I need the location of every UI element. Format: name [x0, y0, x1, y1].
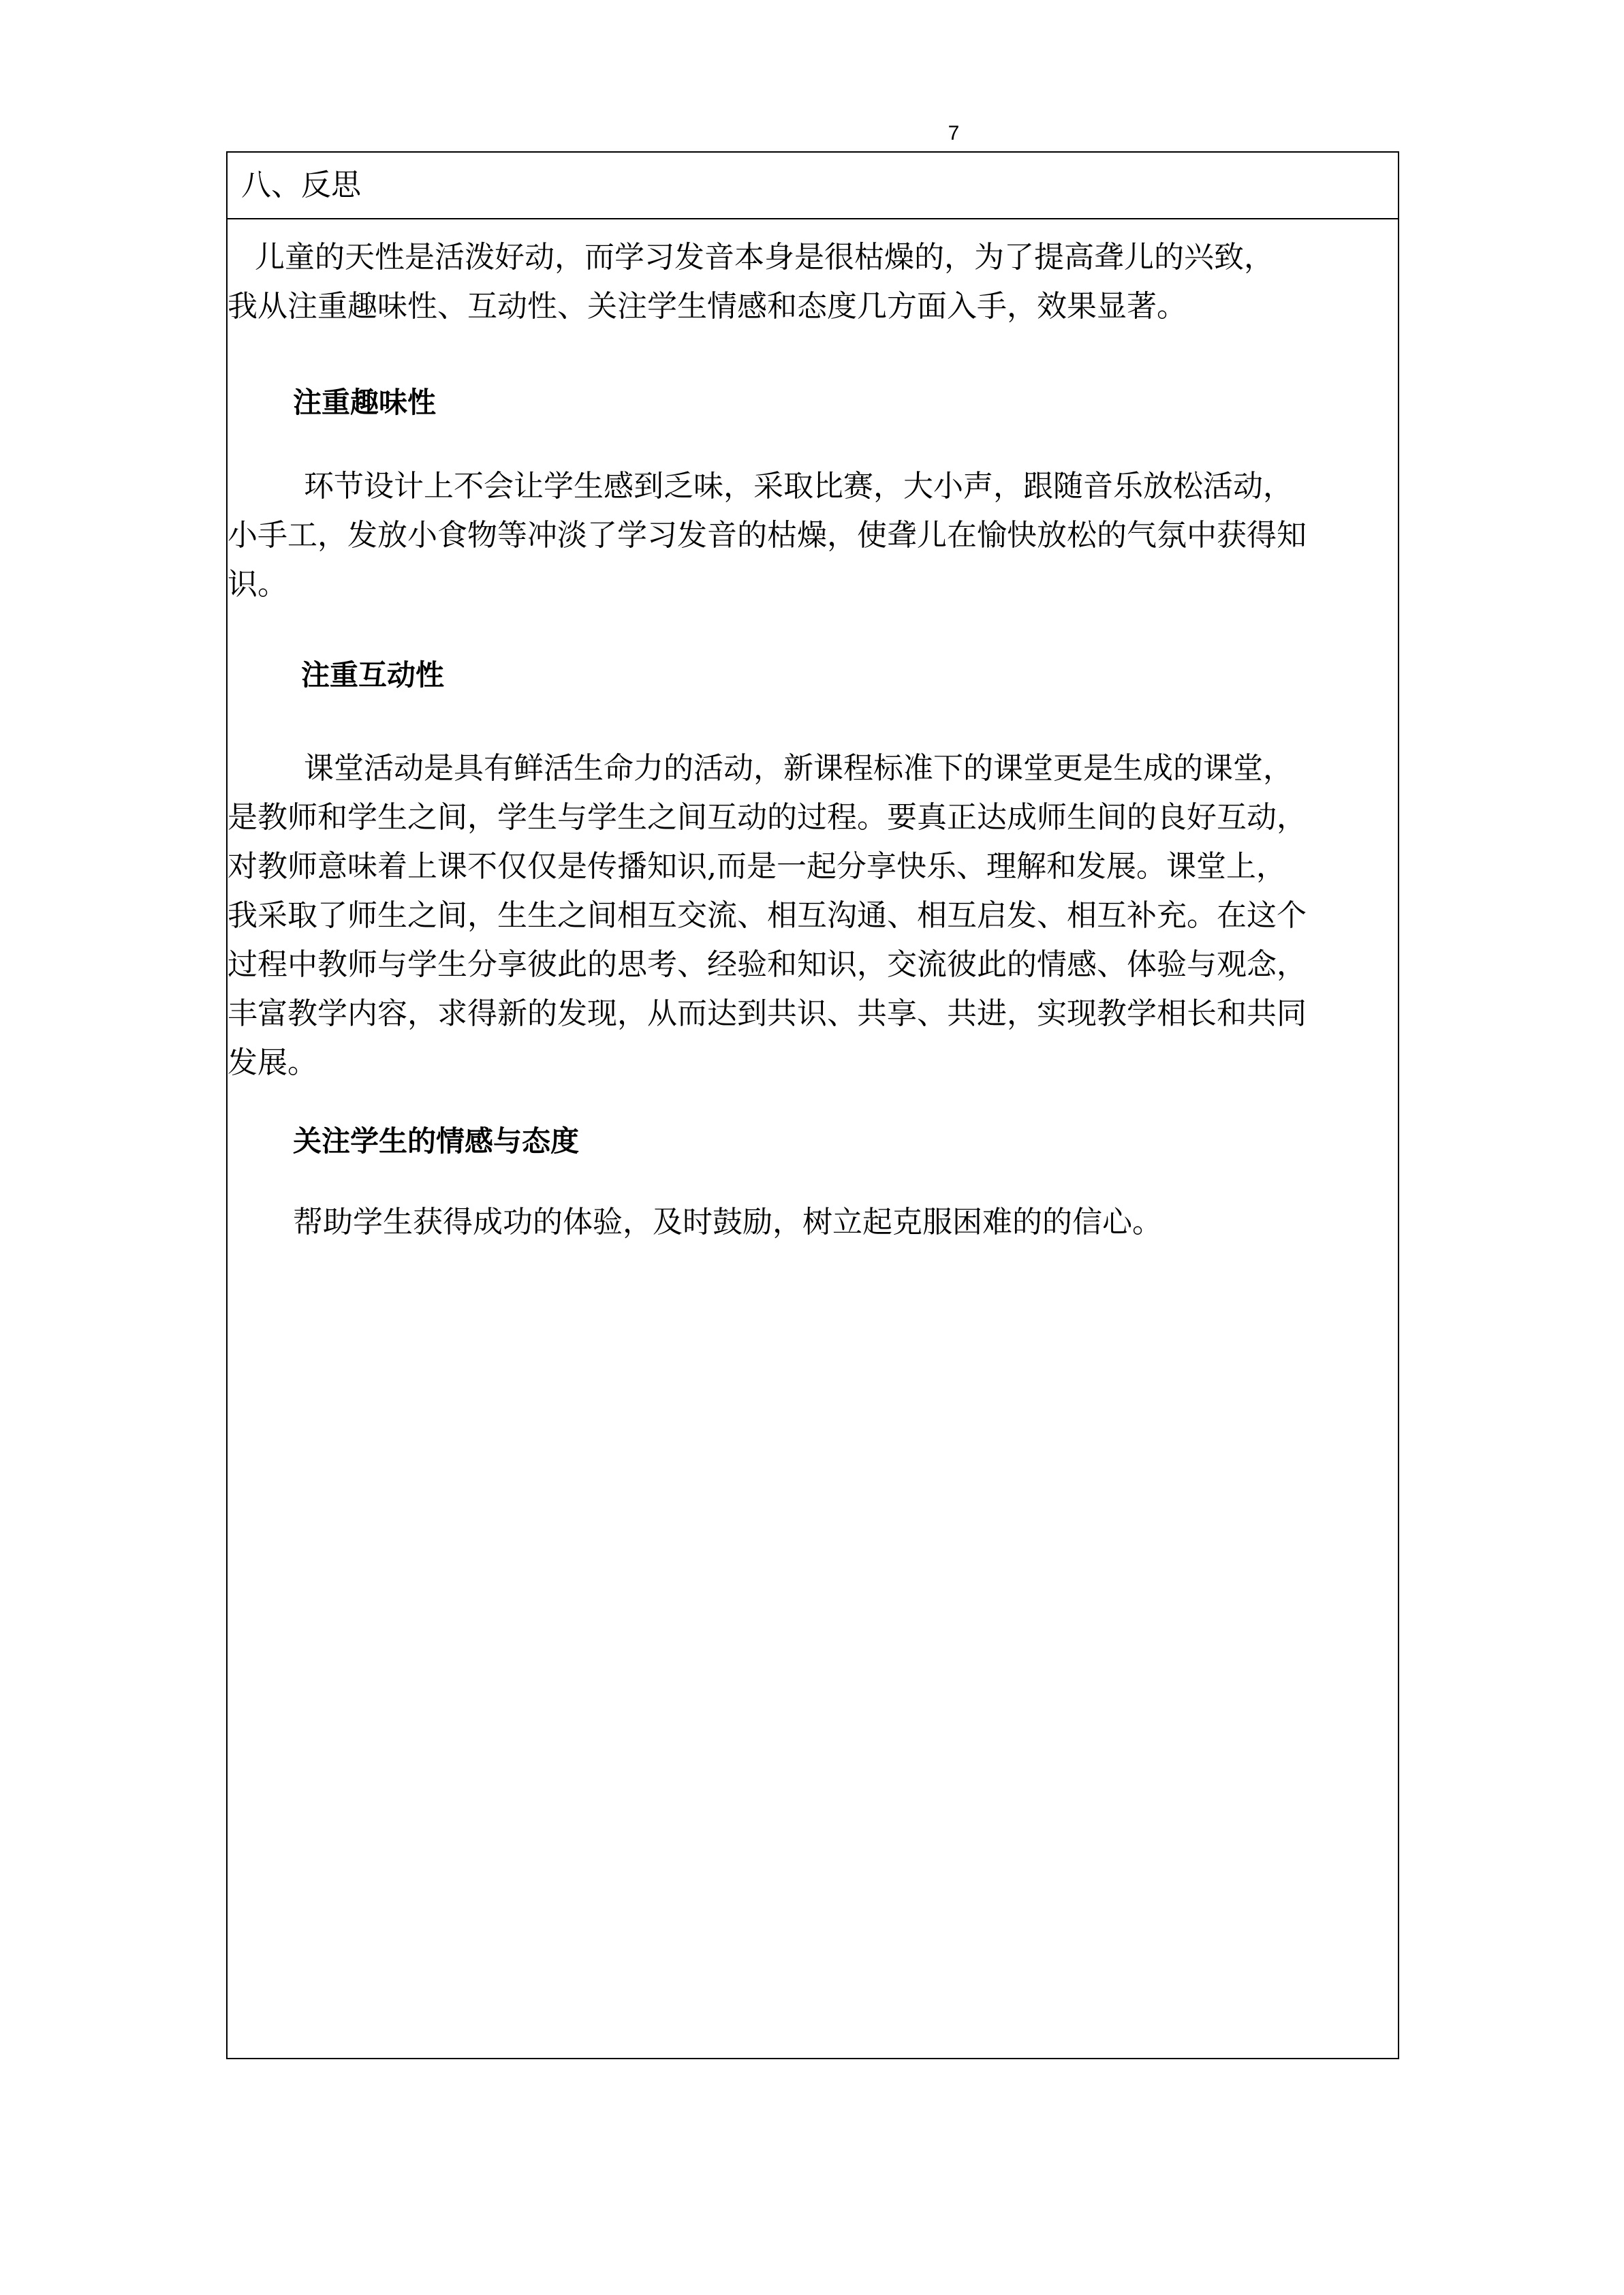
section-title: 八、反思	[228, 153, 1398, 219]
heading-fun: 注重趣味性	[293, 386, 437, 419]
paragraph-line: 小手工，发放小食物等冲淡了学习发音的枯燥，使聋儿在愉快放松的气氛中获得知	[228, 518, 1307, 553]
paragraph-line: 识。	[228, 567, 287, 602]
paragraph-line: 帮助学生获得成功的体验，及时鼓励，树立起克服困难的的信心。	[293, 1205, 1162, 1239]
page-number: 7	[948, 122, 960, 144]
paragraph-line: 我采取了师生之间，生生之间相互交流、相互沟通、相互启发、相互补充。在这个	[228, 898, 1307, 933]
heading-interaction: 注重互动性	[301, 658, 445, 692]
paragraph-line: 课堂活动是具有鲜活生命力的活动，新课程标准下的课堂更是生成的课堂，	[304, 751, 1293, 786]
paragraph-line: 是教师和学生之间，学生与学生之间互动的过程。要真正达成师生间的良好互动，	[228, 800, 1307, 835]
paragraph-line: 环节设计上不会让学生感到乏味，采取比赛，大小声，跟随音乐放松活动，	[304, 469, 1293, 504]
paragraph-line: 我从注重趣味性、互动性、关注学生情感和态度几方面入手，效果显著。	[228, 289, 1187, 324]
paragraph-line: 对教师意味着上课不仅仅是传播知识,而是一起分享快乐、理解和发展。课堂上，	[228, 849, 1286, 884]
paragraph-line: 丰富教学内容，求得新的发现，从而达到共识、共享、共进，实现教学相长和共同	[228, 996, 1307, 1031]
paragraph-line: 儿童的天性是活泼好动，而学习发音本身是很枯燥的，为了提高聋儿的兴致，	[255, 240, 1274, 275]
heading-attitude: 关注学生的情感与态度	[293, 1124, 580, 1158]
reflection-table	[226, 151, 1399, 2059]
paragraph-line: 过程中教师与学生分享彼此的思考、经验和知识，交流彼此的情感、体验与观念，	[228, 947, 1307, 982]
paragraph-line: 发展。	[228, 1045, 317, 1080]
